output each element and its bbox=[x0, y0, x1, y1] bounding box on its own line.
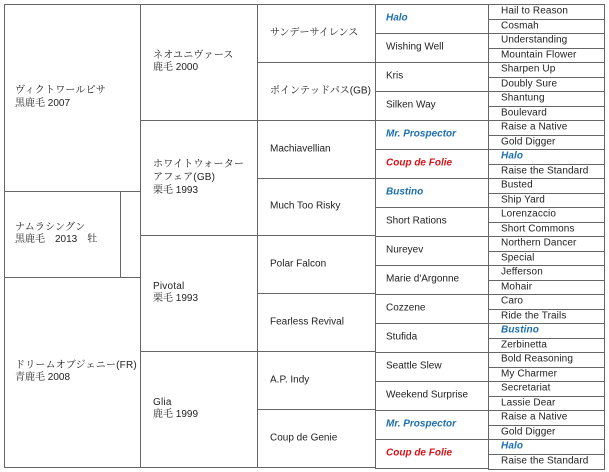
gen6-name: Raise the Standard bbox=[501, 455, 589, 467]
gen6-name: Ship Yard bbox=[501, 194, 545, 206]
gen5-cell bbox=[375, 207, 489, 237]
gen4-name: A.P. Indy bbox=[270, 374, 310, 386]
gen5-cell bbox=[375, 439, 489, 469]
gen6-name: Busted bbox=[501, 179, 533, 191]
gen6-name: My Charmer bbox=[501, 368, 558, 380]
sire-dam-info: 栗毛 1993 bbox=[153, 184, 199, 196]
gen6-name: Secretariat bbox=[501, 382, 551, 394]
gen6-name: Ride the Trails bbox=[501, 310, 567, 322]
gen6-name: Halo bbox=[501, 150, 524, 162]
gen6-cell bbox=[488, 149, 605, 165]
gen5-cell bbox=[375, 236, 489, 266]
gen6-name: Mohair bbox=[501, 281, 533, 293]
gen5-cell bbox=[375, 4, 489, 34]
gen6-name: Gold Digger bbox=[501, 136, 556, 148]
gen5-cell bbox=[375, 33, 489, 63]
gen4-cell bbox=[257, 235, 376, 294]
sire-dam-name: ホワイトウォーターアフェア(GB) bbox=[153, 158, 245, 183]
gen6-name: Zerbinetta bbox=[501, 339, 548, 351]
gen6-name: Bold Reasoning bbox=[501, 353, 574, 365]
gen5-cell bbox=[375, 62, 489, 92]
sire-sire-name: ネオユニヴァース bbox=[153, 49, 234, 61]
gen5-name: Stufida bbox=[386, 331, 418, 343]
dam-dam-name: Glia bbox=[153, 396, 172, 408]
gen5-name: Mr. Prospector bbox=[386, 128, 457, 140]
gen4-cell bbox=[257, 351, 376, 410]
gen6-name: Raise a Native bbox=[501, 121, 568, 133]
gen6-name: Raise a Native bbox=[501, 411, 568, 423]
gen6-cell bbox=[488, 265, 605, 281]
subject-horse-cell bbox=[4, 191, 121, 278]
gen4-name: Machiavellian bbox=[270, 143, 331, 155]
gen6-cell bbox=[488, 381, 605, 397]
gen6-cell bbox=[488, 207, 605, 223]
gen5-name: Halo bbox=[386, 12, 408, 24]
gen5-cell bbox=[375, 120, 489, 150]
dam-name: ドリームオブジェニー(FR) bbox=[15, 359, 137, 371]
sire-dam bbox=[153, 159, 255, 197]
gen4-cell bbox=[257, 293, 376, 352]
sire-dam-cell bbox=[140, 120, 258, 236]
gen5-name: Wishing Well bbox=[386, 41, 444, 53]
gen4-cell bbox=[257, 178, 376, 236]
gen4-cell bbox=[257, 62, 376, 121]
gen6-name: Sharpen Up bbox=[501, 63, 556, 75]
sire bbox=[15, 85, 138, 111]
gen5-cell bbox=[375, 294, 489, 324]
gen5-cell bbox=[375, 149, 489, 179]
dam-dam bbox=[153, 397, 255, 423]
sire-sire bbox=[153, 50, 255, 76]
dam-cell bbox=[4, 277, 141, 468]
gen5-name: Nureyev bbox=[386, 244, 424, 256]
sire-sire-info: 鹿毛 2000 bbox=[153, 62, 199, 74]
gen6-name: Lorenzaccio bbox=[501, 208, 557, 220]
gen4-name: ポインテッドパス(GB) bbox=[270, 85, 371, 97]
dam-dam-info: 鹿毛 1999 bbox=[153, 409, 199, 421]
gen6-name: Short Commons bbox=[501, 223, 575, 235]
gen6-name: Hail to Reason bbox=[501, 5, 568, 17]
dam-sire-info: 栗毛 1993 bbox=[153, 293, 199, 305]
gen4-name: Polar Falcon bbox=[270, 258, 327, 270]
gen5-cell bbox=[375, 265, 489, 295]
dam-sire bbox=[153, 281, 255, 307]
gen4-name: Fearless Revival bbox=[270, 316, 344, 328]
gen5-name: Marie d'Argonne bbox=[386, 273, 460, 285]
gen6-name: Understanding bbox=[501, 34, 568, 46]
subject-horse bbox=[15, 222, 118, 248]
gen5-name: Coup de Folie bbox=[386, 157, 453, 169]
gen5-name: Silken Way bbox=[386, 99, 436, 111]
gen5-name: Bustino bbox=[386, 186, 424, 198]
gen6-name: Lassie Dear bbox=[501, 397, 556, 409]
gen4-cell bbox=[257, 409, 376, 468]
gen4-cell bbox=[257, 4, 376, 63]
gen5-name: Weekend Surprise bbox=[386, 389, 469, 401]
dam-sire-cell bbox=[140, 235, 258, 352]
gen5-name: Mr. Prospector bbox=[386, 418, 457, 430]
gen5-name: Coup de Folie bbox=[386, 447, 453, 459]
gen4-name: Coup de Genie bbox=[270, 432, 338, 444]
gen5-name: Short Rations bbox=[386, 215, 447, 227]
gen6-cell bbox=[488, 4, 605, 20]
gen6-cell bbox=[488, 454, 605, 470]
gen6-cell bbox=[488, 439, 605, 455]
gen6-cell bbox=[488, 410, 605, 426]
gen6-name: Doubly Sure bbox=[501, 78, 558, 90]
sire-info: 黒鹿毛 2007 bbox=[15, 98, 71, 109]
gen6-name: Bustino bbox=[501, 324, 539, 336]
gen6-name: Cosmah bbox=[501, 20, 539, 32]
gen6-cell bbox=[488, 33, 605, 49]
gen5-cell bbox=[375, 323, 489, 353]
gen6-name: Boulevard bbox=[501, 107, 547, 119]
gen4-name: Much Too Risky bbox=[270, 200, 341, 212]
gen6-cell bbox=[488, 236, 605, 252]
sire-sire-cell bbox=[140, 4, 258, 121]
gen6-cell bbox=[488, 294, 605, 310]
gen6-name: Raise the Standard bbox=[501, 165, 589, 177]
gen5-cell bbox=[375, 381, 489, 411]
gen6-name: Gold Digger bbox=[501, 426, 556, 438]
gen5-name: Seattle Slew bbox=[386, 360, 442, 372]
gen6-cell bbox=[488, 323, 605, 339]
gen5-name: Cozzene bbox=[386, 302, 426, 314]
gen5-cell bbox=[375, 410, 489, 440]
gen5-cell bbox=[375, 178, 489, 208]
gen6-cell bbox=[488, 178, 605, 194]
gen5-name: Kris bbox=[386, 70, 404, 82]
gen4-name: サンデーサイレンス bbox=[270, 27, 359, 39]
gen6-name: Special bbox=[501, 252, 535, 264]
gen6-name: Shantung bbox=[501, 92, 545, 104]
dam-dam-cell bbox=[140, 351, 258, 468]
gen6-name: Mountain Flower bbox=[501, 49, 577, 61]
subject-horse-info: 黒鹿毛 2013 牡 bbox=[15, 234, 98, 246]
dam-sire-name: Pivotal bbox=[153, 280, 185, 292]
gen6-name: Halo bbox=[501, 440, 524, 452]
dam-info: 青鹿毛 2008 bbox=[15, 372, 71, 384]
gen4-cell bbox=[257, 120, 376, 179]
gen6-cell bbox=[488, 62, 605, 78]
gen6-cell bbox=[488, 352, 605, 368]
gen6-name: Caro bbox=[501, 295, 524, 307]
gen6-name: Jefferson bbox=[501, 266, 543, 278]
gen5-cell bbox=[375, 352, 489, 382]
sire-name: ヴィクトワールピサ bbox=[15, 85, 106, 97]
dam bbox=[15, 360, 138, 386]
subject-horse-name: ナムラシングン bbox=[15, 221, 86, 233]
gen6-name: Northern Dancer bbox=[501, 237, 577, 249]
gen6-cell bbox=[488, 120, 605, 136]
gen6-cell bbox=[488, 91, 605, 107]
gen5-cell bbox=[375, 91, 489, 121]
sire-cell bbox=[4, 4, 141, 192]
